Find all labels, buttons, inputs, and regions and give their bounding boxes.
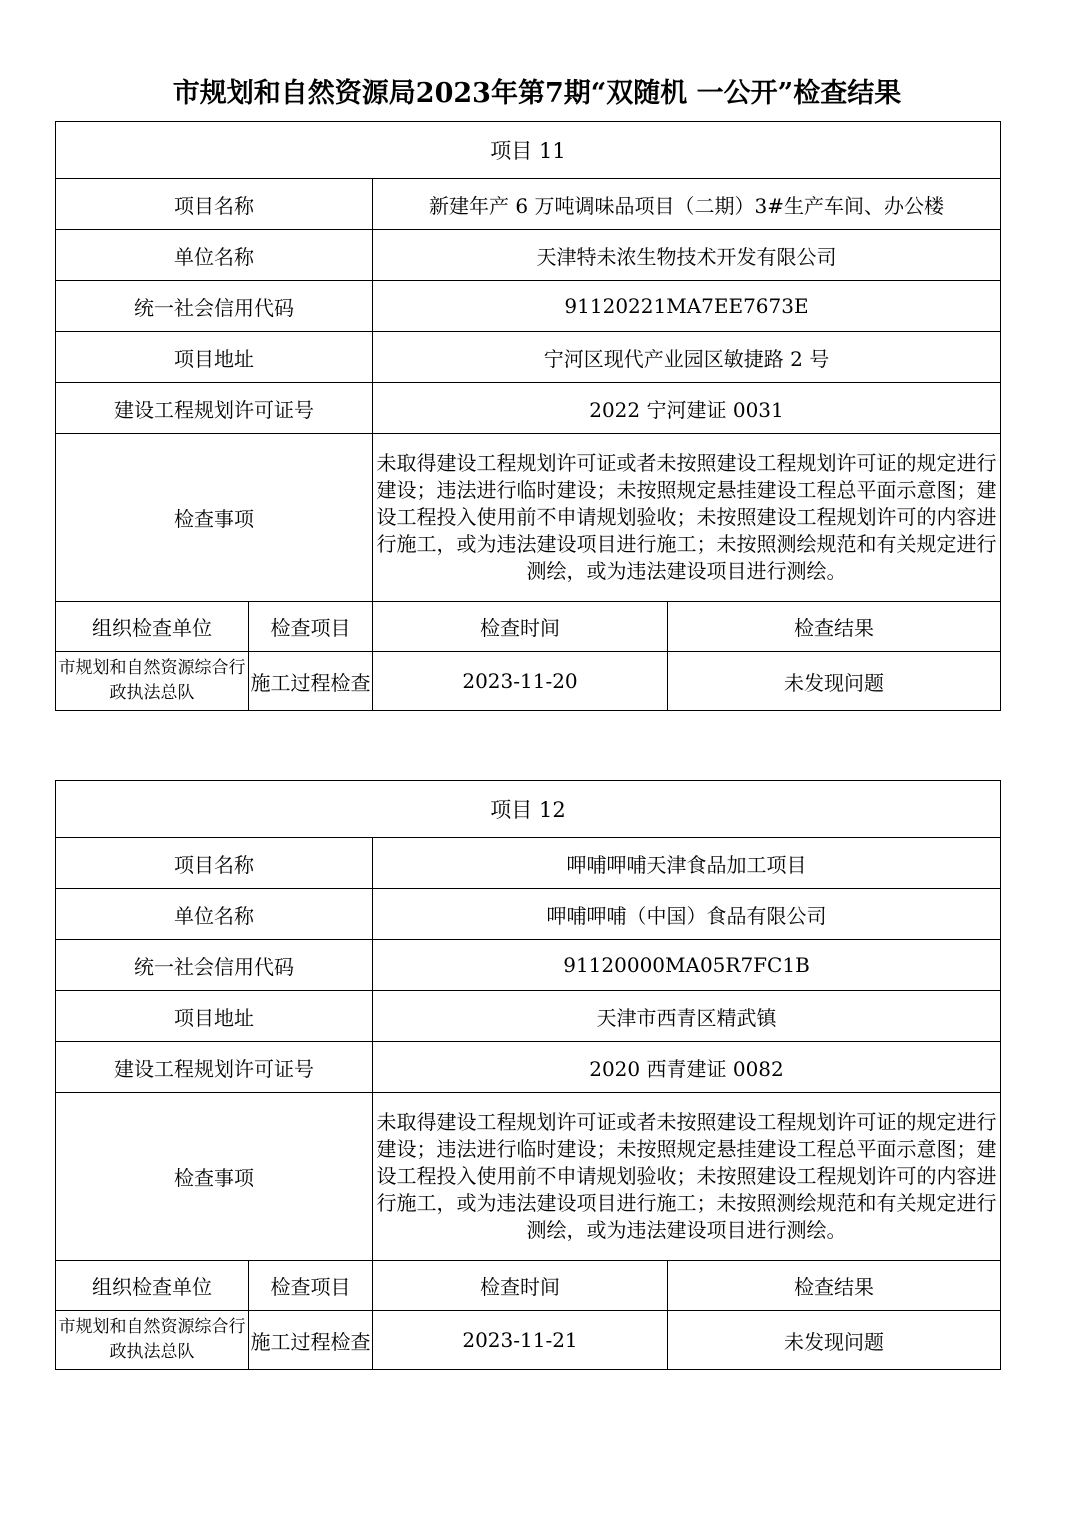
- project-name-value: 新建年产 6 万吨调味品项目（二期）3#生产车间、办公楼: [373, 179, 1001, 230]
- org-value: 市规划和自然资源综合行政执法总队: [56, 652, 249, 711]
- project-name-value: 呷哺呷哺天津食品加工项目: [373, 838, 1001, 889]
- unit-name-label: 单位名称: [56, 230, 373, 281]
- address-label: 项目地址: [56, 991, 373, 1042]
- check-time-label: 检查时间: [373, 1261, 668, 1311]
- check-result-value: 未发现问题: [668, 1311, 1001, 1370]
- permit-no-label: 建设工程规划许可证号: [56, 383, 373, 434]
- org-label: 组织检查单位: [56, 1261, 249, 1311]
- check-project-label: 检查项目: [249, 602, 373, 652]
- check-time-label: 检查时间: [373, 602, 668, 652]
- project-name-label: 项目名称: [56, 179, 373, 230]
- project-table-11: [55, 121, 1001, 711]
- project-name-label: 项目名称: [56, 838, 373, 889]
- permit-no-value: 2022 宁河建证 0031: [373, 383, 1001, 434]
- credit-code-label: 统一社会信用代码: [56, 281, 373, 332]
- check-project-label: 检查项目: [249, 1261, 373, 1311]
- check-result-label: 检查结果: [668, 1261, 1001, 1311]
- check-project-value: 施工过程检查: [249, 1311, 373, 1370]
- permit-no-label: 建设工程规划许可证号: [56, 1042, 373, 1093]
- address-value: 天津市西青区精武镇: [373, 991, 1001, 1042]
- check-result-label: 检查结果: [668, 602, 1001, 652]
- check-items-value: 未取得建设工程规划许可证或者未按照建设工程规划许可证的规定进行建设；违法进行临时建设；未按照规定悬挂建设工程总平面示意图；建设工程投入使用前不申请规划验收；未按照建设工程规划许可的内容进行施工，或为违法建设项目进行施工；未按照测绘规范和有关规定进行测绘，或为违法建设项目进行测绘。: [373, 434, 1001, 602]
- credit-code-label: 统一社会信用代码: [56, 940, 373, 991]
- unit-name-value: 天津特未浓生物技术开发有限公司: [373, 230, 1001, 281]
- project-header: 项目 11: [56, 122, 1001, 179]
- address-value: 宁河区现代产业园区敏捷路 2 号: [373, 332, 1001, 383]
- org-label: 组织检查单位: [56, 602, 249, 652]
- project-table-12: [55, 780, 1001, 1370]
- permit-no-value: 2020 西青建证 0082: [373, 1042, 1001, 1093]
- org-value: 市规划和自然资源综合行政执法总队: [56, 1311, 249, 1370]
- unit-name-label: 单位名称: [56, 889, 373, 940]
- check-result-value: 未发现问题: [668, 652, 1001, 711]
- check-items-label: 检查事项: [56, 1093, 373, 1261]
- check-time-value: 2023-11-20: [373, 652, 668, 711]
- project-header: 项目 12: [56, 781, 1001, 838]
- check-time-value: 2023-11-21: [373, 1311, 668, 1370]
- check-items-label: 检查事项: [56, 434, 373, 602]
- check-project-value: 施工过程检查: [249, 652, 373, 711]
- address-label: 项目地址: [56, 332, 373, 383]
- credit-code-value: 91120221MA7EE7673E: [373, 281, 1001, 332]
- check-items-value: 未取得建设工程规划许可证或者未按照建设工程规划许可证的规定进行建设；违法进行临时建设；未按照规定悬挂建设工程总平面示意图；建设工程投入使用前不申请规划验收；未按照建设工程规划许可的内容进行施工，或为违法建设项目进行施工；未按照测绘规范和有关规定进行测绘，或为违法建设项目进行测绘。: [373, 1093, 1001, 1261]
- page-title: 市规划和自然资源局2023年第7期“双随机 一公开”检查结果: [172, 78, 902, 109]
- credit-code-value: 91120000MA05R7FC1B: [373, 940, 1001, 991]
- unit-name-value: 呷哺呷哺（中国）食品有限公司: [373, 889, 1001, 940]
